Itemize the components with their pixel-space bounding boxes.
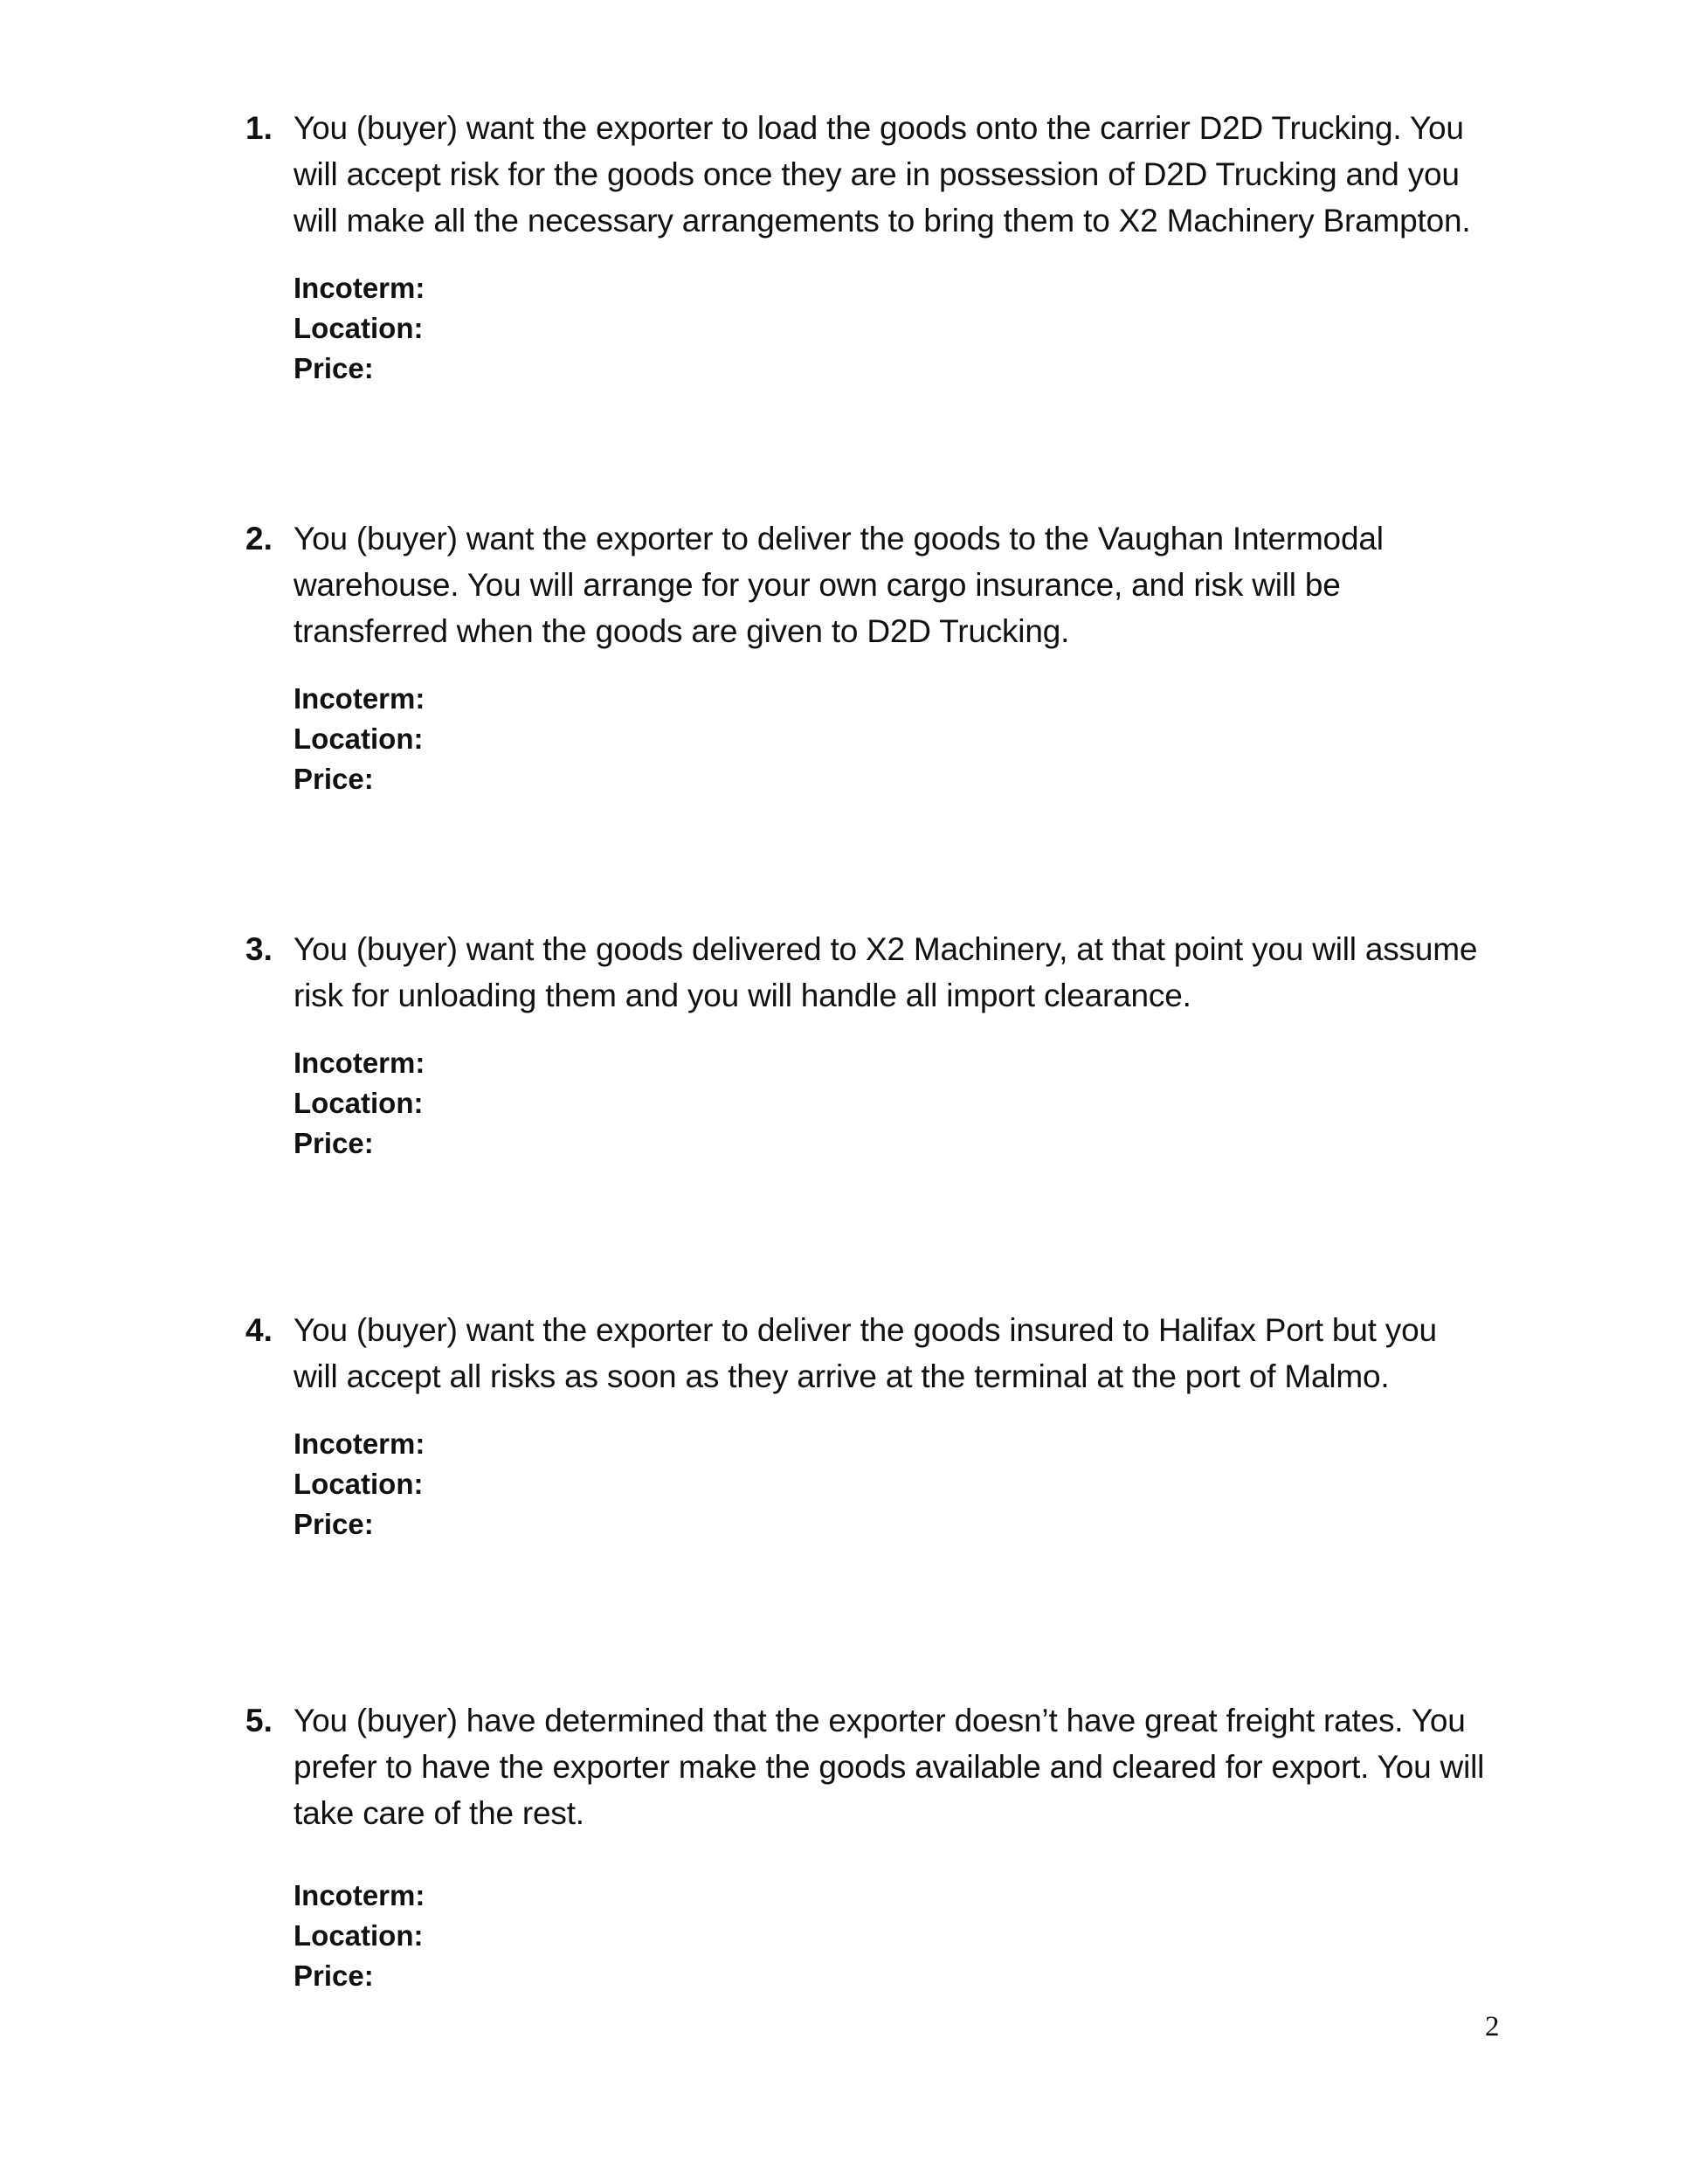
- location-label: Location:: [293, 1087, 424, 1119]
- question-text: You (buyer) want the exporter to load the goods onto the carrier D2D Trucking. You will accept risk for the goods once they are in possession of D2D Trucking and you will make all the necessary arrangements to bring them to X2 Machinery Brampton.: [293, 110, 1471, 238]
- question-5: [245, 1697, 1486, 1996]
- question-row: [245, 105, 1486, 244]
- question-3: [245, 926, 1486, 1164]
- answer-fields: [293, 1043, 1486, 1164]
- question-2: [245, 515, 1486, 799]
- incoterm-label: Incoterm:: [293, 1047, 425, 1079]
- price-label: Price:: [293, 763, 374, 795]
- question-number: 4.: [245, 1312, 273, 1348]
- incoterm-label: Incoterm:: [293, 272, 425, 304]
- answer-fields: [293, 1876, 1486, 1996]
- incoterm-label: Incoterm:: [293, 1427, 425, 1460]
- price-label: Price:: [293, 1508, 374, 1540]
- question-text: You (buyer) want the exporter to deliver the goods to the Vaughan Intermodal warehouse. You will arrange for your own cargo insurance, and risk will be transferred when the goods are given to D2D Trucking.: [293, 521, 1384, 649]
- location-label: Location:: [293, 1919, 424, 1952]
- question-number: 3.: [245, 931, 273, 967]
- question-row: [245, 515, 1486, 654]
- location-label: Location:: [293, 312, 424, 344]
- price-label: Price:: [293, 1127, 374, 1159]
- question-4: [245, 1307, 1486, 1545]
- location-label: Location:: [293, 1468, 424, 1500]
- incoterm-label: Incoterm:: [293, 1879, 425, 1911]
- price-label: Price:: [293, 352, 374, 384]
- answer-fields: [293, 1424, 1486, 1545]
- price-label: Price:: [293, 1959, 374, 1992]
- incoterm-label: Incoterm:: [293, 682, 425, 715]
- question-row: [245, 1307, 1486, 1400]
- question-1: [245, 105, 1486, 389]
- question-text: You (buyer) have determined that the exporter doesn’t have great freight rates. You prefer to have the exporter make the goods available and cleared for export. You will take care of the rest.: [293, 1703, 1485, 1831]
- question-row: [245, 1697, 1486, 1836]
- question-text: You (buyer) want the goods delivered to X2 Machinery, at that point you will assume risk for unloading them and you will handle all import clearance.: [293, 931, 1478, 1013]
- answer-fields: [293, 679, 1486, 799]
- answer-fields: [293, 268, 1486, 389]
- question-number: 1.: [245, 110, 273, 146]
- question-row: [245, 926, 1486, 1019]
- question-number: 2.: [245, 521, 273, 556]
- location-label: Location:: [293, 722, 424, 755]
- page-number: 2: [1485, 2011, 1500, 2042]
- question-text: You (buyer) want the exporter to deliver the goods insured to Halifax Port but you will accept all risks as soon as they arrive at the terminal at the port of Malmo.: [293, 1312, 1437, 1394]
- question-number: 5.: [245, 1703, 273, 1738]
